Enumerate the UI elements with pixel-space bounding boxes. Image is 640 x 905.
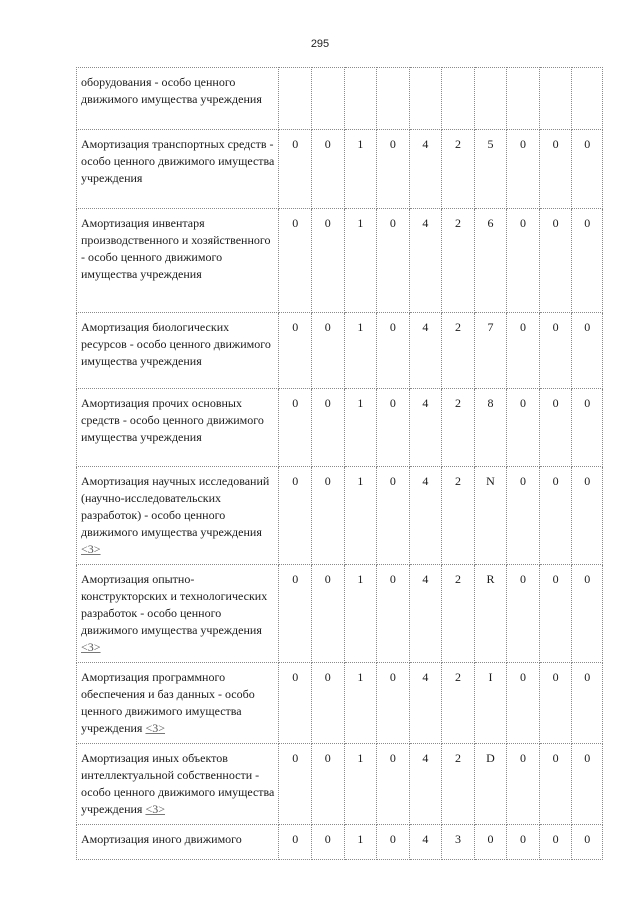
code-digit-cell: 0 <box>572 744 603 825</box>
account-description: Амортизация программного обеспечения и баз данных - особо ценного движимого имущества учреждения <box>81 670 255 735</box>
code-digit-cell: 0 <box>279 130 312 209</box>
code-digit-cell: 4 <box>409 663 442 744</box>
code-digit-cell: 0 <box>507 467 540 565</box>
code-digit-cell: 0 <box>279 313 312 389</box>
code-digit-cell: 0 <box>539 313 572 389</box>
code-digit-cell: 0 <box>279 467 312 565</box>
code-digit-cell <box>377 68 410 130</box>
code-digit-cell: 1 <box>344 663 377 744</box>
code-digit-cell: 0 <box>507 663 540 744</box>
code-digit-cell: 1 <box>344 744 377 825</box>
footnote-link[interactable]: <3> <box>81 542 101 556</box>
code-digit-cell <box>507 68 540 130</box>
account-description-cell <box>77 825 279 860</box>
code-digit-cell <box>474 68 507 130</box>
account-description: Амортизация биологических ресурсов - особо ценного движимого имущества учреждения <box>81 320 271 368</box>
code-digit-cell: 4 <box>409 313 442 389</box>
code-digit-cell: 2 <box>442 744 475 825</box>
code-digit-cell: 0 <box>279 209 312 313</box>
table-row <box>77 389 603 467</box>
code-digit-cell: 2 <box>442 663 475 744</box>
code-digit-cell <box>312 68 345 130</box>
code-digit-cell: 0 <box>507 209 540 313</box>
account-description: Амортизация прочих основных средств - особо ценного движимого имущества учреждения <box>81 396 264 444</box>
account-description-cell <box>77 663 279 744</box>
footnote-link[interactable]: <3> <box>81 640 101 654</box>
footnote-link[interactable]: <3> <box>145 802 165 816</box>
code-digit-cell: 0 <box>572 825 603 860</box>
code-digit-cell: 0 <box>539 130 572 209</box>
code-digit-cell: 0 <box>539 663 572 744</box>
code-digit-cell: D <box>474 744 507 825</box>
code-digit-cell: 4 <box>409 744 442 825</box>
code-digit-cell: 6 <box>474 209 507 313</box>
account-description-cell <box>77 467 279 565</box>
code-digit-cell: 0 <box>377 565 410 663</box>
code-digit-cell: 0 <box>539 389 572 467</box>
code-digit-cell: 4 <box>409 209 442 313</box>
code-digit-cell <box>409 68 442 130</box>
code-digit-cell: 0 <box>312 130 345 209</box>
code-digit-cell: 0 <box>539 744 572 825</box>
code-digit-cell: 0 <box>539 209 572 313</box>
code-digit-cell: N <box>474 467 507 565</box>
code-digit-cell: 0 <box>507 565 540 663</box>
code-digit-cell: 1 <box>344 467 377 565</box>
code-digit-cell: 0 <box>507 389 540 467</box>
code-digit-cell: 0 <box>279 389 312 467</box>
code-digit-cell: 0 <box>279 565 312 663</box>
account-codes-table <box>76 67 603 860</box>
code-digit-cell: 0 <box>312 209 345 313</box>
account-description-cell <box>77 389 279 467</box>
account-description-cell <box>77 565 279 663</box>
code-digit-cell: 4 <box>409 467 442 565</box>
code-digit-cell: 2 <box>442 467 475 565</box>
code-digit-cell: 1 <box>344 130 377 209</box>
code-digit-cell: 0 <box>572 209 603 313</box>
code-digit-cell: 0 <box>539 467 572 565</box>
account-description-cell <box>77 130 279 209</box>
account-description: оборудования - особо ценного движимого имущества учреждения <box>81 75 262 106</box>
code-digit-cell: 0 <box>507 744 540 825</box>
code-digit-cell: 0 <box>312 565 345 663</box>
table-row <box>77 467 603 565</box>
code-digit-cell: 0 <box>312 313 345 389</box>
code-digit-cell: 2 <box>442 130 475 209</box>
code-digit-cell: I <box>474 663 507 744</box>
account-description-cell <box>77 209 279 313</box>
code-digit-cell: 1 <box>344 313 377 389</box>
account-description-cell <box>77 313 279 389</box>
account-description: Амортизация инвентаря производственного и хозяйственного - особо ценного движимого имущества учреждения <box>81 216 271 281</box>
code-digit-cell: 1 <box>344 825 377 860</box>
code-digit-cell: 0 <box>279 663 312 744</box>
code-digit-cell: 0 <box>279 825 312 860</box>
code-digit-cell: 0 <box>572 467 603 565</box>
code-digit-cell: 0 <box>507 825 540 860</box>
code-digit-cell: 0 <box>507 313 540 389</box>
code-digit-cell: 0 <box>572 130 603 209</box>
account-description: Амортизация опытно-конструкторских и технологических разработок - особо ценного движимого имущества учреждения <box>81 572 268 637</box>
code-digit-cell: 0 <box>572 565 603 663</box>
code-digit-cell <box>572 68 603 130</box>
account-description: Амортизация иного движимого <box>81 832 242 846</box>
code-digit-cell: 0 <box>312 744 345 825</box>
code-digit-cell <box>539 68 572 130</box>
code-digit-cell: 0 <box>377 825 410 860</box>
code-digit-cell: 8 <box>474 389 507 467</box>
code-digit-cell: 4 <box>409 565 442 663</box>
code-digit-cell: 0 <box>377 209 410 313</box>
code-digit-cell: 5 <box>474 130 507 209</box>
code-digit-cell: 2 <box>442 389 475 467</box>
code-digit-cell: 0 <box>312 467 345 565</box>
code-digit-cell: 0 <box>377 467 410 565</box>
code-digit-cell: R <box>474 565 507 663</box>
code-digit-cell <box>442 68 475 130</box>
code-digit-cell: 0 <box>377 744 410 825</box>
code-digit-cell: 2 <box>442 209 475 313</box>
page-number: 295 <box>310 38 330 50</box>
code-digit-cell: 2 <box>442 565 475 663</box>
code-digit-cell: 1 <box>344 209 377 313</box>
code-digit-cell <box>344 68 377 130</box>
table-row <box>77 313 603 389</box>
account-description: Амортизация транспортных средств - особо ценного движимого имущества учреждения <box>81 137 275 185</box>
code-digit-cell: 0 <box>507 130 540 209</box>
code-digit-cell: 0 <box>377 663 410 744</box>
table-row <box>77 130 603 209</box>
account-description-cell <box>77 68 279 130</box>
code-digit-cell: 0 <box>377 389 410 467</box>
table-row <box>77 663 603 744</box>
code-digit-cell: 0 <box>377 130 410 209</box>
code-digit-cell: 0 <box>572 389 603 467</box>
account-description: Амортизация иных объектов интеллектуальной собственности - особо ценного движимого имущества учреждения <box>81 751 275 816</box>
code-digit-cell: 0 <box>279 744 312 825</box>
code-digit-cell: 7 <box>474 313 507 389</box>
table-row <box>77 744 603 825</box>
account-description: Амортизация научных исследований (научно-исследовательских разработок) - особо ценного движимого имущества учреждения <box>81 474 270 539</box>
code-digit-cell: 0 <box>539 825 572 860</box>
code-digit-cell: 4 <box>409 825 442 860</box>
code-digit-cell: 2 <box>442 313 475 389</box>
code-digit-cell: 0 <box>474 825 507 860</box>
table-row <box>77 825 603 860</box>
code-digit-cell: 0 <box>312 663 345 744</box>
table-row <box>77 565 603 663</box>
code-digit-cell <box>279 68 312 130</box>
code-digit-cell: 0 <box>572 313 603 389</box>
code-digit-cell: 0 <box>539 565 572 663</box>
account-description-cell <box>77 744 279 825</box>
table-row <box>77 68 603 130</box>
code-digit-cell: 0 <box>572 663 603 744</box>
table-row <box>77 209 603 313</box>
code-digit-cell: 1 <box>344 389 377 467</box>
code-digit-cell: 0 <box>377 313 410 389</box>
footnote-link[interactable]: <3> <box>145 721 165 735</box>
code-digit-cell: 4 <box>409 130 442 209</box>
code-digit-cell: 0 <box>312 389 345 467</box>
code-digit-cell: 0 <box>312 825 345 860</box>
code-digit-cell: 3 <box>442 825 475 860</box>
code-digit-cell: 4 <box>409 389 442 467</box>
code-digit-cell: 1 <box>344 565 377 663</box>
